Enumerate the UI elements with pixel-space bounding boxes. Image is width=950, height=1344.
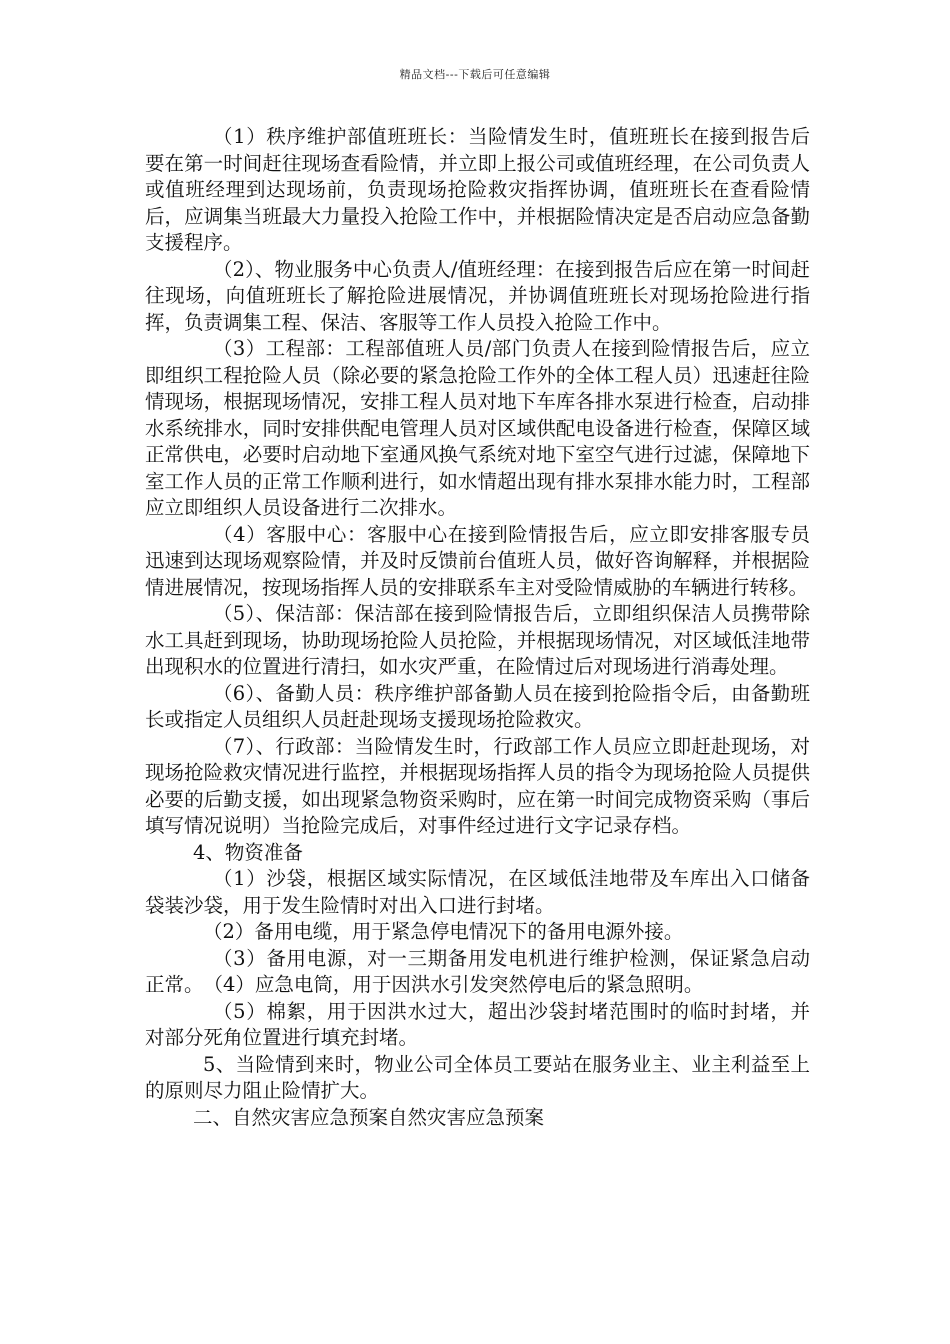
section-heading-materials: 4、物资准备: [193, 840, 303, 864]
paragraph-cotton-wadding: （5）棉絮，用于因洪水过大，超出沙袋封堵范围时的临时封堵，并对部分死角位置进行填充封堵。: [145, 999, 810, 1049]
paragraph-backup-power: （3）备用电源，对一三期备用发电机进行维护检测，保证紧急启动正常。 （4）应急电筒，用于因洪水引发突然停电后的紧急照明。: [145, 946, 810, 996]
paragraph-engineering-dept: （3）工程部：工程部值班人员/部门负责人在接到险情报告后，应立即组织工程抢险人员（除必要的紧急抢险工作外的全体工程人员）迅速赶往险情现场，根据现场情况，安排工程人员对地下车库各排水泵进行检查，启动排水系统排水，同时安排供配电管理人员对区域供配电设备进行检查，保障区域正常供电，必要时启动地下室通风换气系统对地下室空气进行过滤，保障地下室工作人员的正常工作顺利进行，如水情超出现有排水泵排水能力时，工程部应立即组织人员设备进行二次排水。: [145, 337, 810, 519]
paragraph-standby-staff: （6）、备勤人员：秩序维护部备勤人员在接到抢险指令后，由备勤班长或指定人员组织人员赶赴现场支援现场抢险救灾。: [145, 681, 810, 731]
paragraph-backup-cable: （2）备用电缆，用于紧急停电情况下的备用电源外接。: [203, 920, 684, 943]
paragraph-service-center-manager: （2）、物业服务中心负责人/值班经理：在接到报告后应在第一时间赶往现场，向值班班长了解抢险进展情况，并协调值班班长对现场抢险进行指挥，负责调集工程、保洁、客服等工作人员投入抢险工作中。: [145, 257, 810, 334]
section-heading-natural-disaster: 二、自然灾害应急预案自然灾害应急预案: [193, 1105, 545, 1129]
paragraph-admin-dept: （7）、行政部：当险情发生时，行政部工作人员应立即赶赴现场，对现场抢险救灾情况进行监控，并根据现场指挥人员的指令为现场抢险人员提供必要的后勤支援，如出现紧急物资采购时，应在第一时间完成物资采购（事后填写情况说明）当抢险完成后，对事件经过进行文字记录存档。: [145, 734, 810, 837]
document-body: [145, 124, 810, 1131]
paragraph-when-danger-arrives: 5、当险情到来时，物业公司全体员工要站在服务业主、业主利益至上的原则尽力阻止险情扩大。: [145, 1052, 810, 1102]
paragraph-sandbags: （1）沙袋，根据区域实际情况，在区域低洼地带及车库出入口储备袋装沙袋，用于发生险情时对出入口进行封堵。: [145, 867, 810, 917]
paragraph-customer-service: （4）客服中心：客服中心在接到险情报告后，应立即安排客服专员迅速到达现场观察险情，并及时反馈前台值班人员，做好咨询解释，并根据险情进展情况，按现场指挥人员的安排联系车主对受险情威胁的车辆进行转移。: [145, 522, 810, 599]
paragraph-cleaning-dept: （5）、保洁部：保洁部在接到险情报告后，立即组织保洁人员携带除水工具赶到现场，协助现场抢险人员抢险，并根据现场情况，对区域低洼地带出现积水的位置进行清扫，如水灾严重，在险情过后对现场进行消毒处理。: [145, 602, 810, 678]
page-header: 精品文档---下载后可任意编辑: [399, 68, 551, 81]
paragraph-duty-squad-leader: （1）秩序维护部值班班长：当险情发生时，值班班长在接到报告后要在第一时间赶往现场查看险情，并立即上报公司或值班经理，在公司负责人或值班经理到达现场前，负责现场抢险救灾指挥协调，值班班长在查看险情后，应调集当班最大力量投入抢险工作中，并根据险情决定是否启动应急备勤支援程序。: [145, 125, 810, 254]
